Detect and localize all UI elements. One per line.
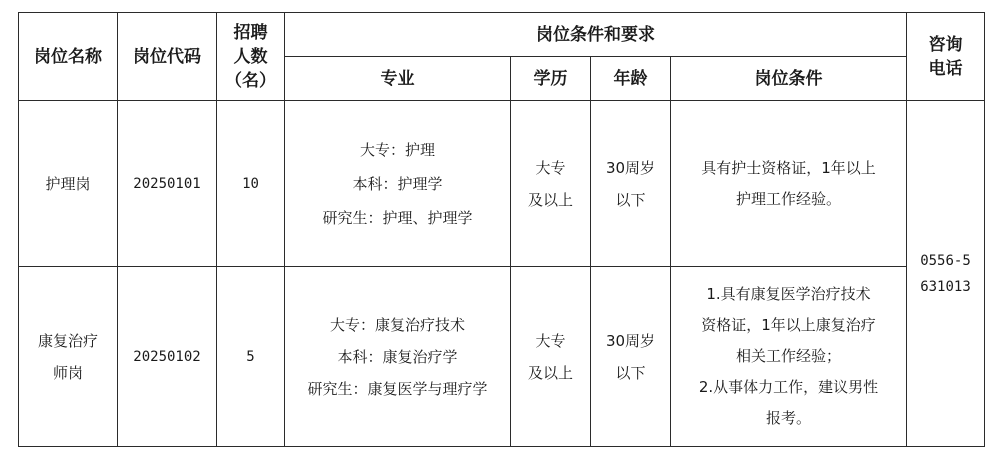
cell-position-name-line: 护理岗 <box>45 174 91 193</box>
cell-major-line: 本科：康复治疗学 <box>337 347 458 366</box>
cell-education <box>511 101 591 267</box>
cell-education-line: 大专 <box>535 331 566 350</box>
cell-recruit-count: 10 <box>217 101 285 267</box>
cell-major <box>285 101 511 267</box>
cell-education-line: 大专 <box>535 158 566 177</box>
cell-education-line: 及以上 <box>527 190 573 209</box>
cell-contact-phone-line: 0556-5 <box>920 252 971 269</box>
cell-position-conditions-line: 护理工作经验。 <box>735 189 841 208</box>
cell-recruit-count: 5 <box>217 267 285 447</box>
cell-position-conditions-line: 2.从事体力工作，建议男性 <box>698 378 879 396</box>
header-recruit-count-line: 人数 <box>233 46 268 67</box>
cell-age-line: 30周岁 <box>605 158 656 177</box>
cell-age-line: 以下 <box>615 363 646 382</box>
header-row-1 <box>19 13 985 57</box>
cell-position-conditions-line: 资格证，1年以上康复治疗 <box>701 316 876 334</box>
header-recruit-count <box>217 13 285 101</box>
header-position-name: 岗位名称 <box>19 13 118 101</box>
cell-position-code: 20250102 <box>118 267 217 447</box>
cell-age-line: 以下 <box>615 190 646 209</box>
header-position-code: 岗位代码 <box>118 13 217 101</box>
header-major: 专业 <box>285 57 511 101</box>
cell-position-code: 20250101 <box>118 101 217 267</box>
cell-position-conditions <box>671 101 907 267</box>
cell-major <box>285 267 511 447</box>
cell-major-line: 大专：护理 <box>359 140 435 159</box>
cell-major-line: 研究生：康复医学与理疗学 <box>307 379 488 398</box>
cell-major-line: 大专：康复治疗技术 <box>329 315 465 334</box>
header-contact-phone-line: 咨询 <box>928 34 963 55</box>
cell-contact-phone-line: 631013 <box>920 278 971 295</box>
cell-education-line: 及以上 <box>527 363 573 382</box>
header-contact-phone <box>907 13 985 101</box>
cell-education <box>511 267 591 447</box>
cell-position-conditions-line: 具有护士资格证，1年以上 <box>701 158 876 177</box>
cell-position-conditions <box>671 267 907 447</box>
cell-position-name-line: 康复治疗 <box>37 331 98 350</box>
cell-contact-phone <box>907 101 985 447</box>
header-recruit-count-line: 招聘 <box>233 22 268 43</box>
cell-position-conditions-line: 报考。 <box>765 409 811 427</box>
cell-position-conditions-line: 1.具有康复医学治疗技术 <box>706 285 871 303</box>
header-age: 年龄 <box>591 57 671 101</box>
cell-age <box>591 101 671 267</box>
cell-major-line: 研究生：护理、护理学 <box>322 208 473 227</box>
header-contact-phone-line: 电话 <box>928 58 963 79</box>
cell-major-line: 本科：护理学 <box>352 174 443 193</box>
table-row <box>19 267 985 447</box>
cell-position-conditions-line: 相关工作经验； <box>735 347 841 365</box>
recruitment-table <box>18 12 985 447</box>
cell-position-name-line: 师岗 <box>52 363 83 382</box>
header-conditions-group: 岗位条件和要求 <box>285 13 907 57</box>
cell-age <box>591 267 671 447</box>
cell-position-name <box>19 267 118 447</box>
cell-age-line: 30周岁 <box>605 331 656 350</box>
header-education: 学历 <box>511 57 591 101</box>
header-position-conditions: 岗位条件 <box>671 57 907 101</box>
table-row <box>19 101 985 267</box>
cell-position-name <box>19 101 118 267</box>
header-recruit-count-line: （名） <box>225 70 276 91</box>
